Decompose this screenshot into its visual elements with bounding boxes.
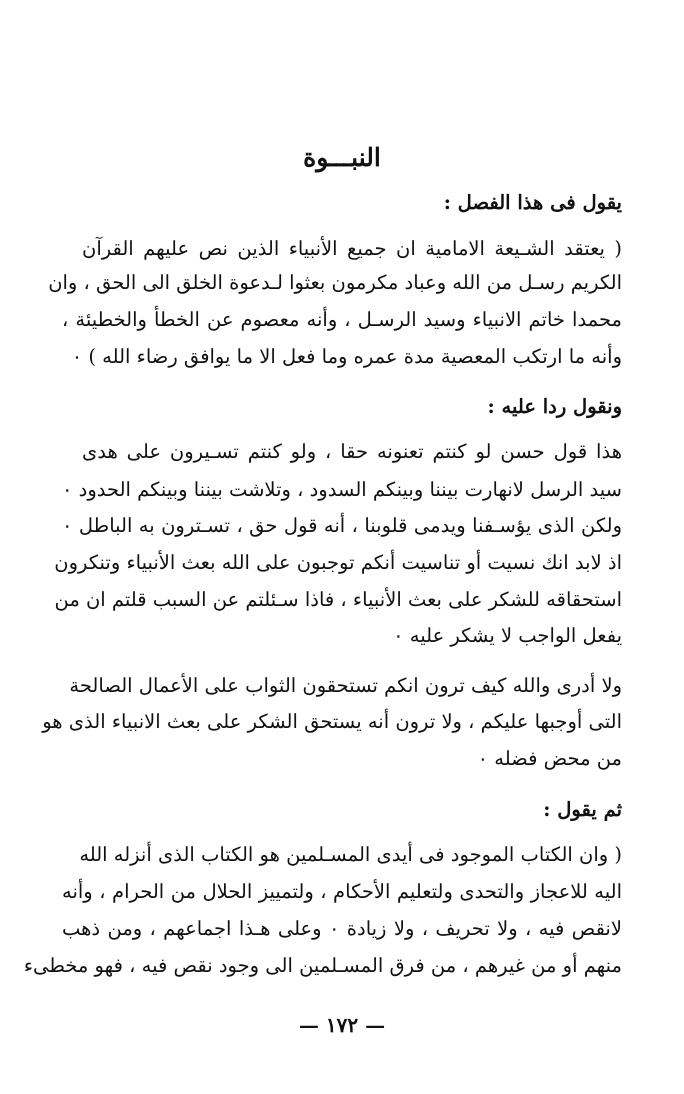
text-line: وأنه ما ارتكب المعصية مدة عمره وما فعل الا ما يوافق رضاء الله ) ٠ bbox=[71, 345, 622, 368]
text-line: ( وان الكتاب الموجود فى أيدى المسـلمين هو الكتاب الذى أنزله الله bbox=[79, 843, 622, 866]
text-line: ونقول ردا عليه : bbox=[487, 395, 622, 418]
text-line: التى أوجبها عليكم ، ولا ترون أنه يستحق الشكر على بعث الانبياء الذى هو bbox=[42, 710, 622, 733]
text-line: ولا أدرى والله كيف ترون انكم تستحقون الثواب على الأعمال الصالحة bbox=[69, 674, 622, 697]
chapter-title: النبـــوة bbox=[303, 143, 381, 172]
text-line: الكريم رسـل من الله وعباد مكرمون بعثوا لـدعوة الخلق الى الحق ، وان bbox=[48, 271, 622, 294]
text-line: يفعل الواجب لا يشكر عليه ٠ bbox=[393, 624, 622, 647]
text-line: استحقاقه للشكر على بعث الأنبياء ، فاذا سـئلتم عن السبب قلتم ان من bbox=[54, 588, 622, 611]
text-line: منهم أو من غيرهم ، من فرق المسـلمين الى وجود نقص فيه ، فهو مخطىء bbox=[23, 954, 622, 977]
text-line: ( يعتقد الشـيعة الامامية ان جميع الأنبياء الذين نص عليهم القرآن bbox=[82, 237, 622, 260]
text-line: يقول فى هذا الفصل : bbox=[443, 191, 622, 214]
text-line: اليه للاعجاز والتحدى ولتعليم الأحكام ، ولتمييز الحلال من الحرام ، وأنه bbox=[62, 880, 622, 903]
text-line: سيد الرسل لانهارت بيننا وبينكم السدود ، وتلاشت بيننا وبينكم الحدود ٠ bbox=[62, 478, 622, 501]
text-line: ولكن الذى يؤسـفنا ويدمى قلوبنا ، أنه قول حق ، تسـترون به الباطل ٠ bbox=[62, 514, 622, 537]
text-line: ثم يقول : bbox=[543, 798, 622, 821]
text-line: محمدا خاتم الانبياء وسيد الرسـل ، وأنه معصوم عن الخطأ والخطيئة ، bbox=[62, 308, 622, 331]
text-line: اذ لابد انك نسيت أو تناسيت أنكم توجبون على الله بعث الأنبياء وتنكرون bbox=[54, 551, 622, 574]
text-line: من محض فضله ٠ bbox=[477, 747, 622, 770]
page-number: — ١٧٢ — bbox=[298, 1013, 386, 1037]
text-line: لانقص فيه ، ولا تحريف ، ولا زيادة ٠ وعلى هـذا اجماعهم ، ومن ذهب bbox=[62, 917, 622, 940]
text-line: هذا قول حسن لو كنتم تعنونه حقا ، ولو كنتم تسـيرون على هدى bbox=[82, 440, 622, 463]
